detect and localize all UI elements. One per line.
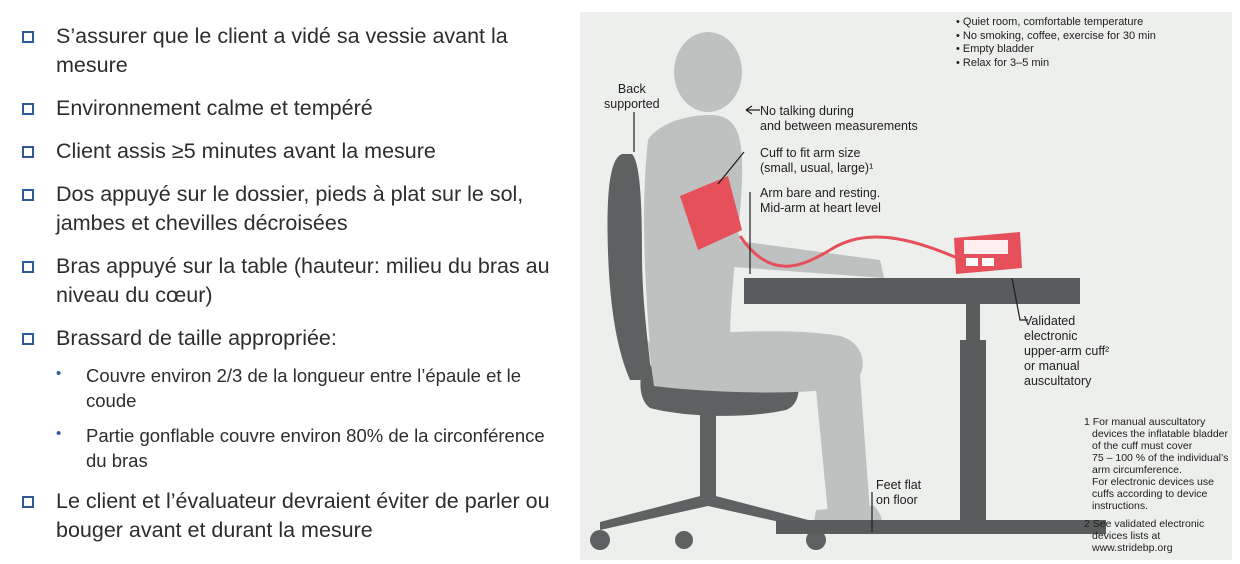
sub-item-text: Couvre environ 2/3 de la longueur entre l’épaule et le coude: [86, 365, 522, 411]
footnote-line: of the cuff must cover: [1092, 440, 1193, 452]
label-line: on floor: [876, 493, 918, 507]
checklist-text: Environnement calme et tempéré: [56, 96, 373, 120]
checklist-text: Le client et l’évaluateur devraient éviter de parler ou bouger avant et durant la mesure: [56, 489, 550, 542]
condition-item: • Empty bladder: [956, 43, 1034, 55]
person-lower-leg: [812, 348, 870, 514]
footnote-line: devices lists at: [1092, 530, 1161, 542]
label-line: and between measurements: [760, 119, 918, 133]
footnote-2: [1084, 518, 1204, 554]
label-line: Feet flat: [876, 478, 922, 492]
label-validated-device: [1024, 314, 1109, 389]
footnote-line: cuffs according to device: [1092, 488, 1208, 500]
checklist-item: [22, 252, 562, 310]
label-line: electronic: [1024, 329, 1078, 343]
checklist-text: Client assis ≥5 minutes avant la mesure: [56, 139, 436, 163]
sub-item: [56, 423, 562, 473]
checklist: [22, 22, 562, 559]
bullet-dot-icon: •: [56, 425, 62, 442]
checklist-text: Brassard de taille appropriée:: [56, 326, 337, 350]
bullet-dot-icon: •: [56, 365, 62, 382]
checklist-text: Dos appuyé sur le dossier, pieds à plat sur le sol, jambes et chevilles décroisées: [56, 182, 524, 235]
checklist-item: [22, 324, 562, 353]
desk-column: [966, 304, 980, 340]
footnote-line: For electronic devices use: [1092, 476, 1214, 488]
footnote-line: 1 For manual auscultatory: [1084, 416, 1206, 428]
label-line: Mid-arm at heart level: [760, 201, 881, 215]
monitor-screen: [964, 240, 1008, 254]
label-arm-position: [760, 186, 881, 216]
desk-foot: [776, 520, 1106, 534]
condition-item: • No smoking, coffee, exercise for 30 min: [956, 29, 1156, 42]
checkbox-icon: [22, 333, 34, 345]
checkbox-icon: [22, 146, 34, 158]
label-line: or manual: [1024, 359, 1080, 373]
callout-talking: [746, 106, 760, 114]
checkbox-icon: [22, 261, 34, 273]
footnote-1: [1084, 416, 1228, 512]
label-line: No talking during: [760, 104, 854, 118]
footnote-line: 2 See validated electronic: [1084, 518, 1205, 530]
monitor-button: [966, 258, 978, 266]
label-line: Arm bare and resting.: [760, 186, 881, 200]
sub-item: [56, 363, 562, 413]
label-line: Validated: [1024, 314, 1076, 328]
label-back-supported: [604, 82, 660, 112]
footnote-line: instructions.: [1092, 500, 1149, 512]
footnote-line: arm circumference.: [1092, 464, 1182, 476]
label-line: (small, usual, large)¹: [760, 161, 874, 175]
chair-wheel: [590, 530, 610, 550]
checklist-text: Bras appuyé sur la table (hauteur: milieu du bras au niveau du cœur): [56, 254, 550, 307]
label-line: upper-arm cuff²: [1024, 344, 1110, 358]
chair-wheel: [675, 531, 693, 549]
label-line: Back: [617, 82, 646, 96]
checkbox-icon: [22, 496, 34, 508]
person-head: [674, 32, 742, 112]
condition-item: • Relax for 3–5 min: [956, 56, 1050, 69]
checkbox-icon: [22, 31, 34, 43]
desk-column-lower: [960, 340, 986, 520]
footnote-line: www.stridebp.org: [1092, 542, 1173, 554]
person-forearm: [716, 238, 884, 278]
desk-top: [744, 278, 1080, 304]
checklist-item: [22, 487, 562, 545]
condition-item: • Quiet room, comfortable temperature: [956, 16, 1144, 28]
checklist-text: S’assurer que le client a vidé sa vessie avant la mesure: [56, 24, 508, 77]
footnote-line: 75 – 100 % of the individual’s: [1092, 452, 1229, 464]
label-no-talking: [760, 104, 918, 134]
footnote-line: devices the inflatable bladder: [1092, 428, 1229, 440]
label-feet-flat: [876, 478, 921, 508]
conditions-list: [956, 16, 1156, 70]
label-line: auscultatory: [1024, 374, 1092, 388]
checkbox-icon: [22, 189, 34, 201]
bp-measurement-illustration: [580, 12, 1232, 560]
label-cuff-size: [760, 146, 873, 176]
checklist-item: [22, 94, 562, 123]
checklist-item: [22, 180, 562, 238]
label-line: Cuff to fit arm size: [760, 146, 861, 160]
checklist-item: [22, 137, 562, 166]
chair-post: [700, 412, 716, 500]
checklist-item: [22, 22, 562, 80]
sub-item-text: Partie gonflable couvre environ 80% de la circonférence du bras: [86, 425, 545, 471]
label-line: supported: [604, 97, 660, 111]
checkbox-icon: [22, 103, 34, 115]
monitor-button: [982, 258, 994, 266]
